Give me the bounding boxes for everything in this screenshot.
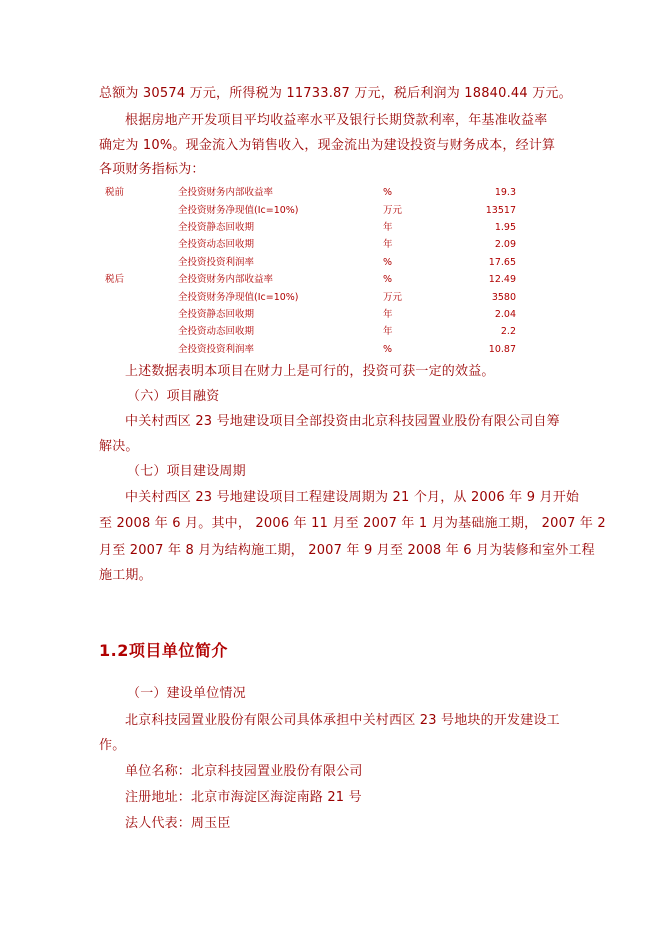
- paragraph-unit-line-1: 北京科技园置业股份有限公司具体承担中关村西区 23 号地块的开发建设工: [125, 713, 560, 728]
- table-value: 2.2: [500, 326, 516, 337]
- legal-representative: 法人代表：周玉臣: [125, 816, 231, 831]
- table-unit: %: [383, 187, 393, 198]
- table-unit: %: [383, 344, 393, 355]
- table-item: 全投资财务净现值(Ic=10%): [178, 205, 299, 216]
- paragraph-financing-line-2: 解决。: [99, 439, 139, 454]
- table-item: 全投资静态回收期: [178, 222, 255, 233]
- paragraph-benchmark-line-3: 各项财务指标为：: [99, 162, 205, 177]
- heading-financing: （六）项目融资: [127, 389, 220, 404]
- heading-construction-period: （七）项目建设周期: [127, 464, 246, 479]
- table-item: 全投资财务净现值(Ic=10%): [178, 292, 299, 303]
- table-value: 3580: [491, 292, 516, 303]
- paragraph-benchmark-line-2: 确定为 10%。现金流入为销售收入，现金流出为建设投资与财务成本，经计算: [99, 138, 556, 153]
- table-item: 全投资财务内部收益率: [178, 187, 274, 198]
- table-value: 2.09: [494, 239, 516, 250]
- table-unit: 年: [383, 239, 393, 250]
- table-value: 12.49: [488, 274, 516, 285]
- table-group-label: 税前: [105, 187, 125, 198]
- table-item: 全投资投资利润率: [178, 344, 255, 355]
- table-value: 10.87: [488, 344, 516, 355]
- table-value: 1.95: [494, 222, 516, 233]
- table-unit: 年: [383, 326, 393, 337]
- paragraph-unit-line-2: 作。: [99, 738, 126, 753]
- table-value: 2.04: [494, 309, 516, 320]
- registered-address: 注册地址：北京市海淀区海淀南路 21 号: [125, 790, 362, 805]
- table-value: 13517: [485, 205, 516, 216]
- table-unit: 年: [383, 309, 393, 320]
- paragraph-financing-line-1: 中关村西区 23 号地建设项目全部投资由北京科技园置业股份有限公司自筹: [125, 414, 560, 429]
- paragraph-period-line-4: 施工期。: [99, 568, 152, 583]
- table-item: 全投资财务内部收益率: [178, 274, 274, 285]
- paragraph-benchmark-line-1: 根据房地产开发项目平均收益率水平及银行长期贷款利率，年基准收益率: [125, 113, 548, 128]
- unit-name: 单位名称：北京科技园置业股份有限公司: [125, 764, 363, 779]
- table-item: 全投资动态回收期: [178, 239, 255, 250]
- table-unit: %: [383, 274, 393, 285]
- section-title-1-2: 1.2项目单位简介: [99, 641, 228, 660]
- table-unit: %: [383, 257, 393, 268]
- table-value: 17.65: [488, 257, 516, 268]
- paragraph-period-line-2: 至 2008 年 6 月。其中， 2006 年 11 月至 2007 年 1 月为基础施工期， 2007 年 2: [99, 516, 606, 531]
- table-item: 全投资静态回收期: [178, 309, 255, 320]
- table-item: 全投资投资利润率: [178, 257, 255, 268]
- heading-construction-unit: （一）建设单位情况: [127, 686, 246, 701]
- table-unit: 年: [383, 222, 393, 233]
- table-group-label: 税后: [105, 274, 125, 285]
- table-unit: 万元: [383, 292, 403, 303]
- paragraph-period-line-1: 中关村西区 23 号地建设项目工程建设周期为 21 个月，从 2006 年 9 月开始: [125, 490, 580, 505]
- table-value: 19.3: [494, 187, 516, 198]
- paragraph-period-line-3: 月至 2007 年 8 月为结构施工期， 2007 年 9 月至 2008 年 6 月为装修和室外工程: [99, 543, 595, 558]
- paragraph-tax-summary: 总额为 30574 万元，所得税为 11733.87 万元，税后利润为 18840.44 万元。: [99, 86, 572, 101]
- table-unit: 万元: [383, 205, 403, 216]
- paragraph-feasibility: 上述数据表明本项目在财力上是可行的，投资可获一定的效益。: [125, 364, 495, 379]
- table-item: 全投资动态回收期: [178, 326, 255, 337]
